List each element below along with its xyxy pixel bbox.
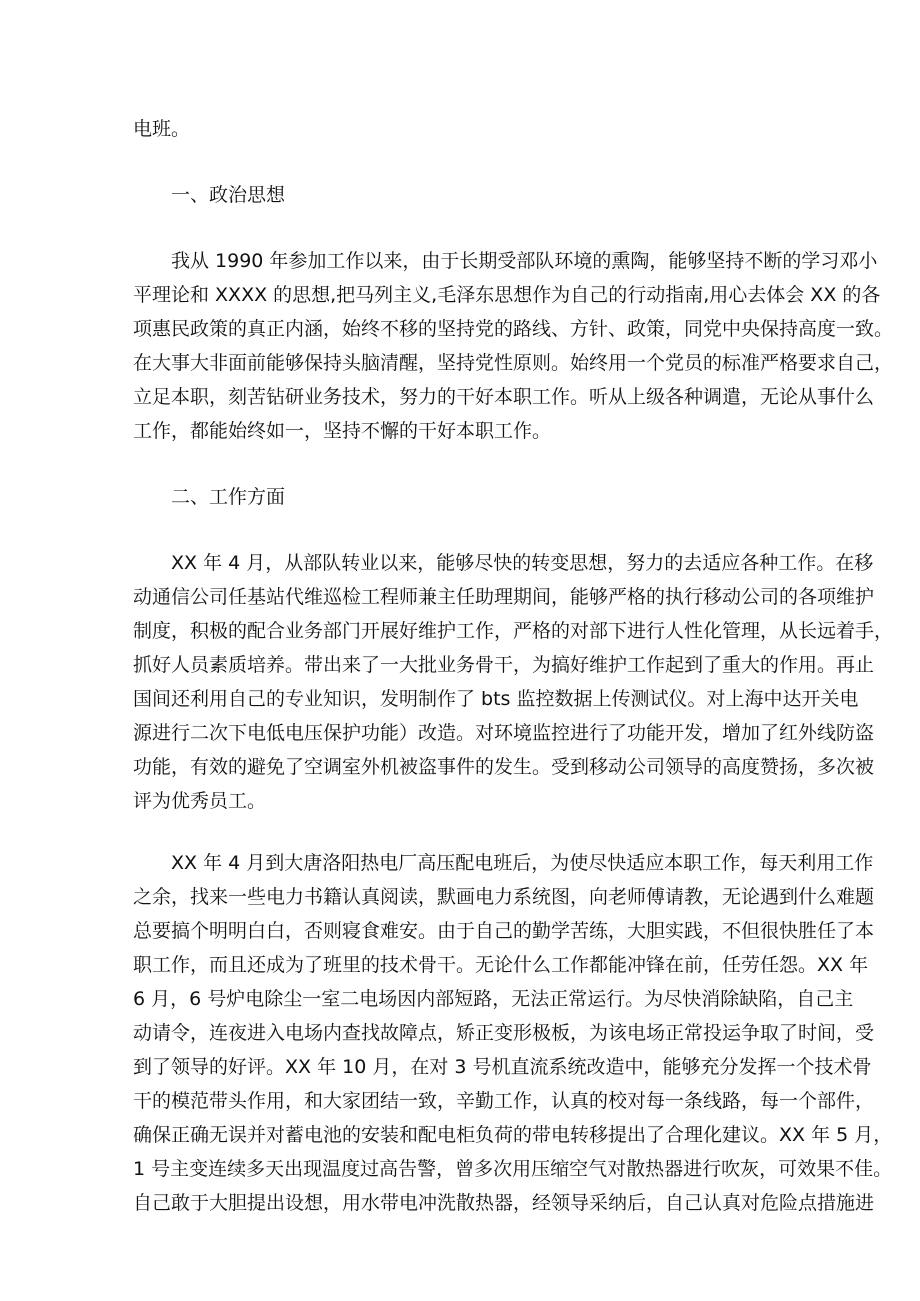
- text-line: 总要搞个明明白白，否则寝食难安。由于自己的勤学苦练，大胆实践，不但很快胜任了本: [133, 920, 875, 942]
- text-line: 干的模范带头作用，和大家团结一致，辛勤工作，认真的校对每一条线路，每一个部件，: [133, 1090, 875, 1112]
- text-line: 动通信公司任基站代维巡检工程师兼主任助理期间，能够严格的执行移动公司的各项维护: [133, 586, 875, 608]
- spacer: [133, 818, 793, 846]
- text-line: XX 年 4 月到大唐洛阳热电厂高压配电班后，为使尽快适应本职工作，每天利用工作: [171, 852, 874, 874]
- text-line: 电班。: [133, 118, 191, 140]
- spacer: [133, 448, 793, 480]
- paragraph-work-1: [133, 546, 894, 818]
- spacer: [133, 212, 793, 244]
- text-line: 我从 1990 年参加工作以来，由于长期受部队环境的熏陶，能够坚持不断的学习邓小: [171, 250, 878, 272]
- text-line: XX 年 4 月，从部队转业以来，能够尽快的转变思想，努力的去适应各种工作。在移: [171, 552, 874, 574]
- text-line: 之余，找来一些电力书籍认真阅读，默画电力系统图，向老师傅请教，无论遇到什么难题: [133, 886, 875, 908]
- paragraph-work-2: [133, 846, 893, 1220]
- text-line: 自己敢于大胆提出设想，用水带电冲洗散热器，经领导采纳后，自己认真对危险点措施进: [133, 1192, 875, 1214]
- text-line: 到了领导的好评。XX 年 10 月，在对 3 号机直流系统改造中，能够充分发挥一个技术骨: [133, 1056, 872, 1078]
- text-line: 功能，有效的避免了空调室外机被盗事件的发生。受到移动公司领导的高度赞扬，多次被: [133, 756, 875, 778]
- text-line: 在大事大非面前能够保持头脑清醒，坚持党性原则。始终用一个党员的标准严格要求自己，: [133, 352, 894, 374]
- text-line: 源进行二次下电低电压保护功能）改造。对环境监控进行了功能开发，增加了红外线防盗: [133, 722, 875, 744]
- paragraph-politics: [133, 244, 894, 448]
- spacer: [133, 514, 793, 546]
- text-line: 制度，积极的配合业务部门开展好维护工作，严格的对部下进行人性化管理，从长远着手，: [133, 620, 894, 642]
- text-line: 平理论和 XXXX 的思想,把马列主义,毛泽东思想作为自己的行动指南,用心去体会 XX 的各: [133, 284, 881, 306]
- text-line: 项惠民政策的真正内涵，始终不移的坚持党的路线、方针、政策，同党中央保持高度一致。: [133, 318, 894, 340]
- text-line: 抓好人员素质培养。带出来了一大批业务骨干，为搞好维护工作起到了重大的作用。再止: [133, 654, 875, 676]
- text-line: 动请令，连夜进入电场内查找故障点，矫正变形极板，为该电场正常投运争取了时间，受: [133, 1022, 875, 1044]
- text-line: 6 月，6 号炉电除尘一室二电场因内部短路，无法正常运行。为尽快消除缺陷，自己主: [133, 988, 854, 1010]
- document-body: [133, 112, 894, 1220]
- text-line: 国间还利用自己的专业知识，发明制作了 bts 监控数据上传测试仪。对上海中达开关电: [133, 688, 859, 710]
- text-line: 评为优秀员工。: [133, 790, 267, 812]
- text-line: 1 号主变连续多天出现温度过高告警，曾多次用压缩空气对散热器进行吹灰，可效果不佳。: [133, 1158, 893, 1180]
- section-heading-politics: 一、政治思想: [171, 184, 286, 206]
- text-line: 确保正确无误并对蓄电池的安装和配电柜负荷的带电转移提出了合理化建议。XX 年 5 月，: [133, 1124, 893, 1146]
- section-heading-work: 二、工作方面: [171, 486, 286, 508]
- spacer: [133, 146, 793, 178]
- text-line: 职工作，而且还成为了班里的技术骨干。无论什么工作都能冲锋在前，任劳任怨。XX 年: [133, 954, 869, 976]
- text-line: 立足本职，刻苦钻研业务技术，努力的干好本职工作。听从上级各种调遣，无论从事什么: [133, 386, 875, 408]
- text-line: 工作，都能始终如一，坚持不懈的干好本职工作。: [133, 420, 552, 442]
